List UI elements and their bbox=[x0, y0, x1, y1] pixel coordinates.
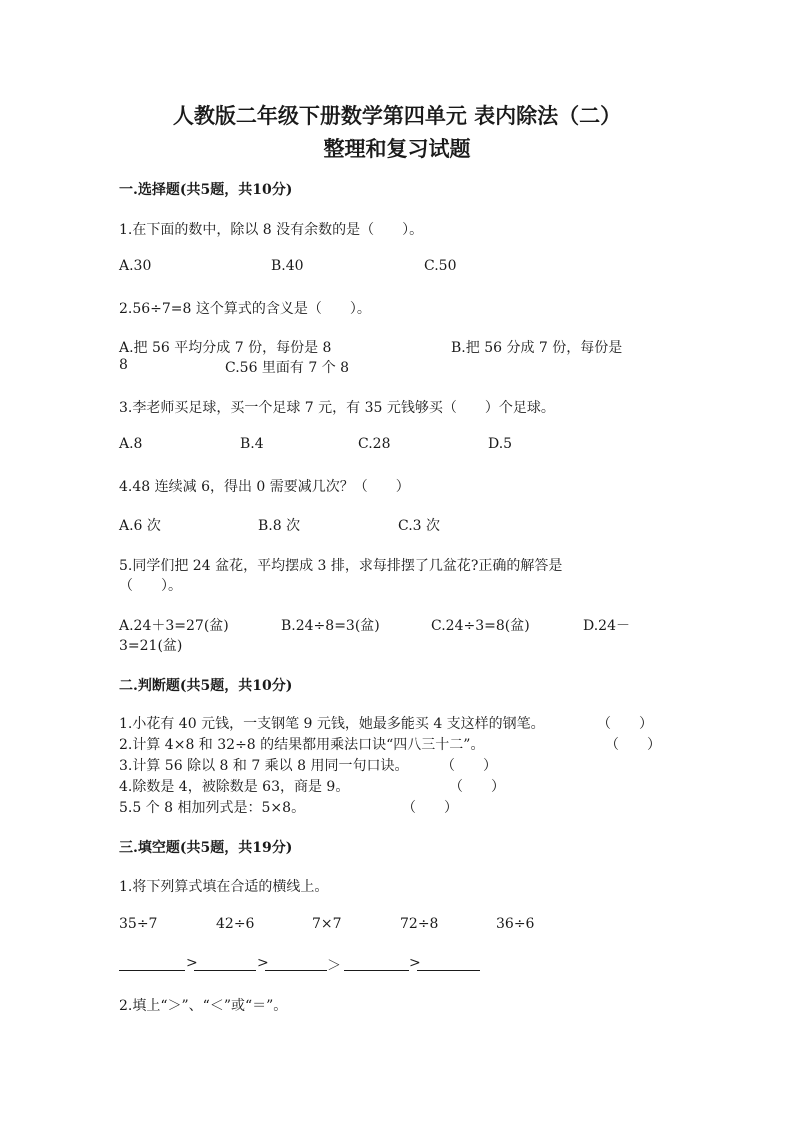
answer-blank-4[interactable] bbox=[344, 970, 409, 971]
greater-than-sign-3: ＞ bbox=[327, 958, 341, 974]
greater-than-sign-2: > bbox=[257, 955, 269, 971]
expression-5: 36÷6 bbox=[496, 916, 535, 932]
greater-than-sign-4: > bbox=[409, 955, 421, 971]
answer-blank-5[interactable] bbox=[417, 970, 480, 971]
q4-option-c: C.3 次 bbox=[398, 518, 441, 534]
page-title-line2: 整理和复习试题 bbox=[323, 136, 471, 161]
page-title-line1: 人教版二年级下册数学第四单元 表内除法（二） bbox=[172, 103, 622, 128]
fill-question-1-stem: 1.将下列算式填在合适的横线上。 bbox=[119, 879, 329, 895]
question-3-stem: 3.李老师买足球，买一个足球 7 元，有 35 元钱够买（ ）个足球。 bbox=[119, 400, 555, 416]
section-heading-judge: 二.判断题(共5题，共10分) bbox=[119, 678, 293, 694]
question-4-stem: 4.48 连续减 6，得出 0 需要减几次？（ ） bbox=[119, 479, 410, 495]
q5-option-b: B.24÷8=3(盆) bbox=[281, 618, 380, 634]
expression-3: 7×7 bbox=[312, 916, 342, 932]
greater-than-sign-1: > bbox=[186, 955, 198, 971]
q5-option-d-line2: 3=21(盆) bbox=[119, 638, 183, 654]
judge-item-2-answer-paren[interactable]: （ ） bbox=[605, 737, 661, 753]
q1-option-b: B.40 bbox=[271, 258, 304, 274]
judge-item-3-text: 3.计算 56 除以 8 和 7 乘以 8 用同一句口诀。 bbox=[119, 758, 409, 774]
q3-option-c: C.28 bbox=[358, 436, 391, 452]
q4-option-a: A.6 次 bbox=[119, 518, 161, 534]
judge-item-4-text: 4.除数是 4，被除数是 63，商是 9。 bbox=[119, 779, 350, 795]
section-heading-fill: 三.填空题(共5题，共19分) bbox=[119, 840, 293, 856]
expression-2: 42÷6 bbox=[216, 916, 255, 932]
judge-item-3-answer-paren[interactable]: （ ） bbox=[441, 758, 497, 774]
judge-item-4-answer-paren[interactable]: （ ） bbox=[449, 779, 505, 795]
q2-option-b-line1: B.把 56 分成 7 份，每份是 bbox=[451, 340, 623, 356]
q2-option-a: A.把 56 平均分成 7 份，每份是 8 bbox=[119, 340, 332, 356]
q1-option-a: A.30 bbox=[119, 258, 152, 274]
q3-option-a: A.8 bbox=[119, 436, 143, 452]
judge-item-5-answer-paren[interactable]: （ ） bbox=[402, 800, 458, 816]
answer-blank-2[interactable] bbox=[194, 970, 256, 971]
judge-item-2-text: 2.计算 4×8 和 32÷8 的结果都用乘法口诀“四八三十二”。 bbox=[119, 737, 485, 753]
expression-4: 72÷8 bbox=[400, 916, 439, 932]
q1-option-c: C.50 bbox=[424, 258, 457, 274]
judge-item-1-text: 1.小花有 40 元钱，一支钢笔 9 元钱，她最多能买 4 支这样的钢笔。 bbox=[119, 716, 545, 732]
q5-option-a: A.24＋3=27(盆) bbox=[119, 618, 229, 634]
judge-item-5-text: 5.5 个 8 相加列式是：5×8。 bbox=[119, 800, 306, 816]
q3-option-d: D.5 bbox=[488, 436, 513, 452]
answer-blank-3[interactable] bbox=[265, 970, 327, 971]
q2-option-c: C.56 里面有 7 个 8 bbox=[225, 360, 350, 376]
judge-item-1-answer-paren[interactable]: （ ） bbox=[597, 716, 653, 732]
fill-question-2-stem: 2.填上“＞”、“＜”或“＝”。 bbox=[119, 998, 288, 1014]
question-1-stem: 1.在下面的数中，除以 8 没有余数的是（ ）。 bbox=[119, 222, 424, 238]
question-2-stem: 2.56÷7=8 这个算式的含义是（ ）。 bbox=[119, 301, 371, 317]
answer-blank-1[interactable] bbox=[119, 970, 185, 971]
q4-option-b: B.8 次 bbox=[258, 518, 301, 534]
q3-option-b: B.4 bbox=[240, 436, 264, 452]
question-5-stem-line1: 5.同学们把 24 盆花，平均摆成 3 排，求每排摆了几盆花?正确的解答是 bbox=[119, 558, 563, 574]
q2-option-b-line2: 8 bbox=[119, 357, 128, 373]
expression-1: 35÷7 bbox=[119, 916, 158, 932]
section-heading-choice: 一.选择题(共5题，共10分) bbox=[119, 182, 293, 198]
q5-option-d-line1: D.24－ bbox=[583, 618, 630, 634]
q5-option-c: C.24÷3=8(盆) bbox=[431, 618, 530, 634]
question-5-stem-line2: （ ）。 bbox=[119, 578, 182, 594]
